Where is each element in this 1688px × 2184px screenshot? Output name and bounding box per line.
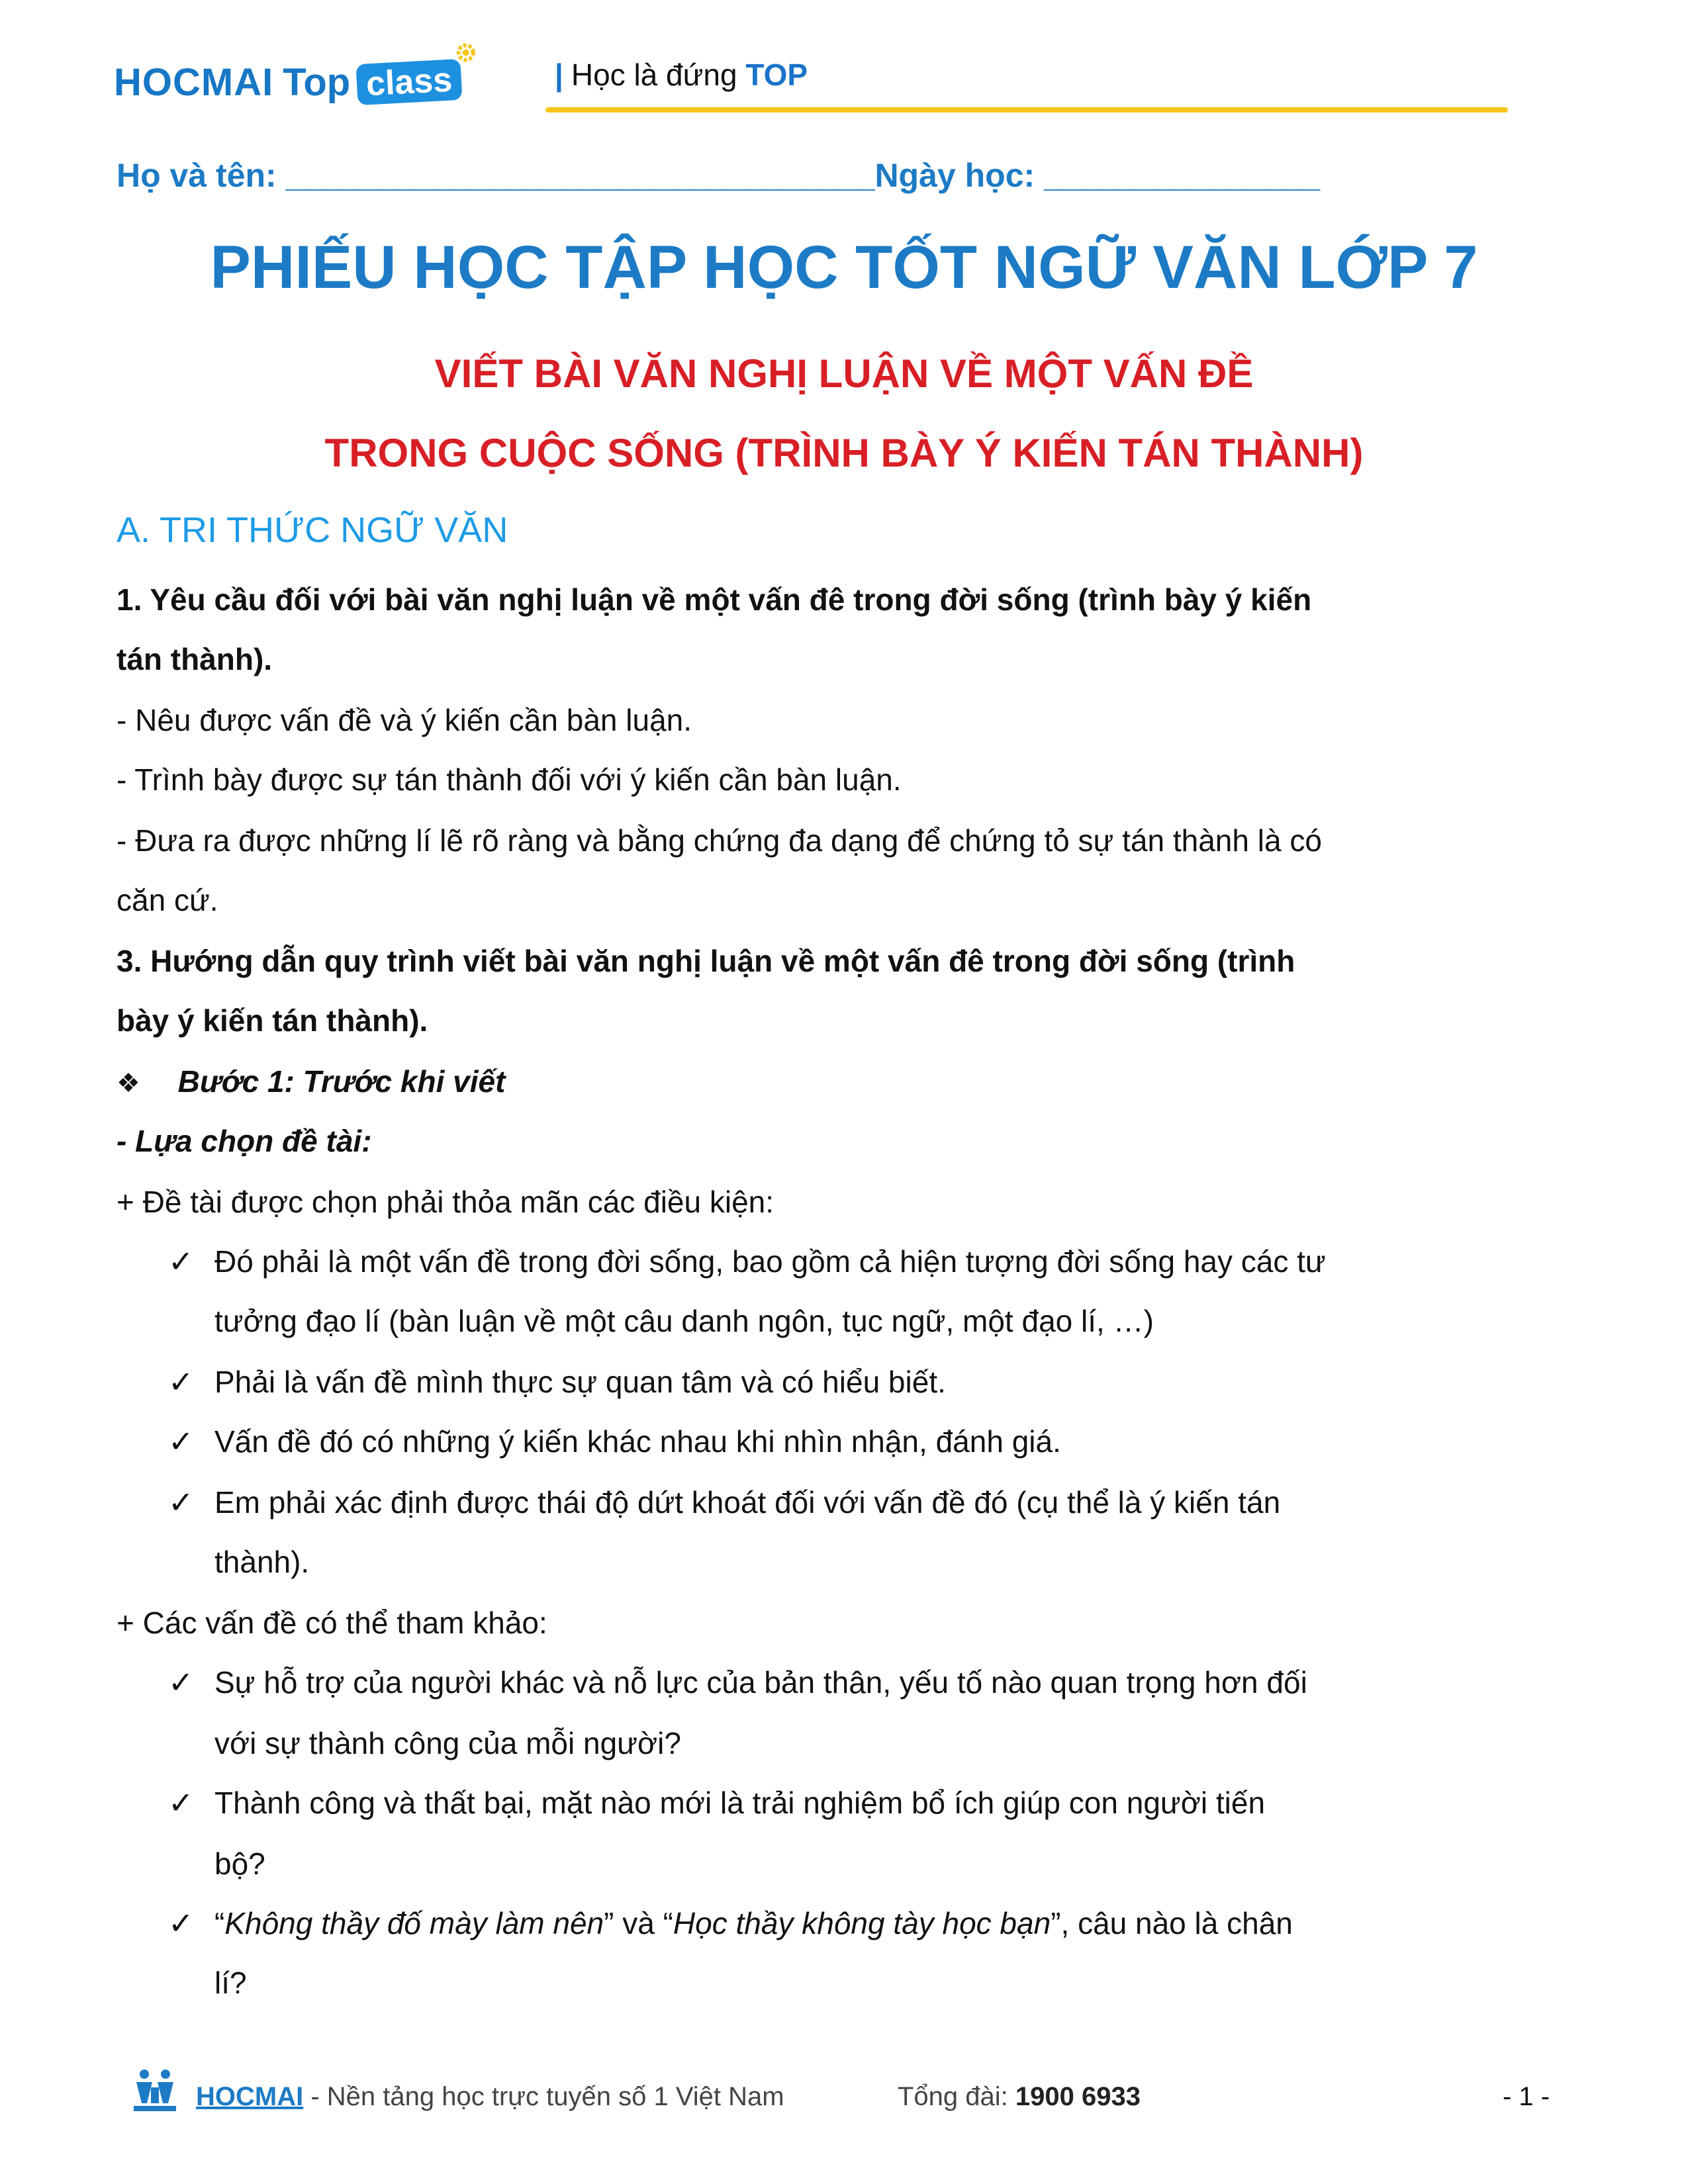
logo-class-badge [356, 59, 463, 105]
check-icon: ✓ [168, 1906, 194, 1940]
proverb-2: Học thầy không tày học bạn [673, 1906, 1051, 1940]
logo-top-text: Top [283, 60, 351, 104]
date-label: Ngày học: [874, 157, 1035, 194]
reference-item: Thành công và thất bại, mặt nào mới là trải nghiệm bổ ích giúp con người tiến [214, 1786, 1266, 1820]
date-blank: _______________ [1044, 157, 1321, 194]
item1-heading-line1: 1. Yêu cầu đối với bài văn nghị luận về một vấn đê trong đời sống (trình bày ý kiến [117, 582, 1312, 617]
quote-mid: ” và “ [604, 1906, 673, 1940]
condition-item: Phải là vấn đề mình thực sự quan tâm và có hiểu biết. [214, 1365, 946, 1399]
name-label: Họ và tên: [117, 157, 277, 194]
condition-item: Em phải xác định được thái độ dứt khoát đối với vấn đề đó (cụ thể là ý kiến tán [214, 1485, 1281, 1520]
item1-bullet: - Nêu được vấn đề và ý kiến cần bàn luận. [117, 703, 692, 737]
step1-label: Bước 1: Trước khi viết [177, 1064, 506, 1099]
item1-bullet: - Đưa ra được những lí lẽ rõ ràng và bằng chứng đa dạng để chứng tỏ sự tán thành là có [117, 823, 1322, 858]
hotline-label: Tổng đài: [898, 2082, 1015, 2111]
reference-item-cont: bộ? [214, 1846, 265, 1881]
student-info-line [117, 156, 1320, 195]
check-icon: ✓ [168, 1365, 194, 1399]
reference-item-cont: với sự thành công của mỗi người? [214, 1726, 681, 1760]
item1-heading-line2: tán thành). [117, 642, 273, 676]
logo-class-text: class [365, 60, 453, 104]
footer-brand-link[interactable]: HOCMAI [196, 2082, 304, 2111]
check-icon: ✓ [168, 1786, 194, 1820]
footer-slogan: - Nền tảng học trực tuyến số 1 Việt Nam [303, 2082, 784, 2111]
hocmai-footer-logo-icon [131, 2068, 179, 2115]
reference-item: Sự hỗ trợ của người khác và nỗ lực của bản thân, yếu tố nào quan trọng hơn đối [214, 1665, 1307, 1700]
section-a-heading: A. TRI THỨC NGỮ VĂN [117, 510, 508, 550]
quote-open: “ [214, 1906, 225, 1940]
choose-topic-label: - Lựa chọn đề tài: [117, 1124, 372, 1158]
proverb-1: Không thầy đố mày làm nên [224, 1906, 604, 1940]
item1-bullet: - Trình bày được sự tán thành đối với ý kiến cần bàn luận. [117, 762, 902, 797]
check-icon: ✓ [168, 1485, 194, 1520]
condition-item: Đó phải là một vấn đề trong đời sống, bao gồm cả hiện tượng đời sống hay các tư [214, 1244, 1326, 1279]
item3-heading-line1: 3. Hướng dẫn quy trình viết bài văn nghị luận về một vấn đê trong đời sống (trình [117, 944, 1295, 978]
hocmai-topclass-logo [114, 56, 461, 109]
condition-item-cont: tưởng đạo lí (bàn luận về một câu danh ngôn, tục ngữ, một đạo lí, …) [214, 1304, 1154, 1338]
check-icon: ✓ [168, 1424, 194, 1459]
diamond-bullet-icon: ❖ [117, 1069, 140, 1098]
check-icon: ✓ [168, 1244, 194, 1279]
name-blank: ________________________________ [285, 157, 875, 194]
subtitle-line-1: VIẾT BÀI VĂN NGHỊ LUẬN VỀ MỘT VẤN ĐỀ [434, 351, 1254, 396]
tagline-separator: | [555, 58, 563, 92]
condition-item: Vấn đề đó có những ý kiến khác nhau khi nhìn nhận, đánh giá. [214, 1424, 1061, 1459]
subtitle-line-2: TRONG CUỘC SỐNG (TRÌNH BÀY Ý KIẾN TÁN THÀNH) [324, 431, 1364, 475]
footer-left [196, 2082, 784, 2112]
check-icon: ✓ [168, 1665, 194, 1700]
tagline-top: TOP [745, 58, 808, 92]
step1-line [117, 1062, 505, 1103]
reference-intro: + Các vấn đề có thể tham khảo: [117, 1606, 547, 1640]
header-divider [545, 107, 1508, 113]
reference-item-cont: lí? [214, 1966, 247, 2000]
gear-icon [454, 41, 478, 65]
page-number: - 1 - [1503, 2082, 1550, 2111]
condition-item-cont: thành). [214, 1545, 310, 1579]
item1-bullet: căn cứ. [117, 883, 218, 917]
page-title: PHIẾU HỌC TẬP HỌC TỐT NGỮ VĂN LỚP 7 [210, 234, 1478, 301]
hotline-number: 1900 6933 [1015, 2082, 1141, 2111]
conditions-intro: + Đề tài được chọn phải thỏa mãn các điều kiện: [117, 1185, 774, 1219]
tagline-text: Học là đứng [571, 58, 737, 92]
item3-heading-line2: bày ý kiến tán thành). [117, 1003, 428, 1038]
logo-hocmai-text: HOCMAI [114, 60, 274, 104]
footer-hotline [898, 2082, 1141, 2112]
quote-rest: ”, câu nào là chân [1051, 1906, 1293, 1940]
header-tagline [555, 57, 808, 93]
reference-item-quotes [214, 1903, 1293, 1943]
